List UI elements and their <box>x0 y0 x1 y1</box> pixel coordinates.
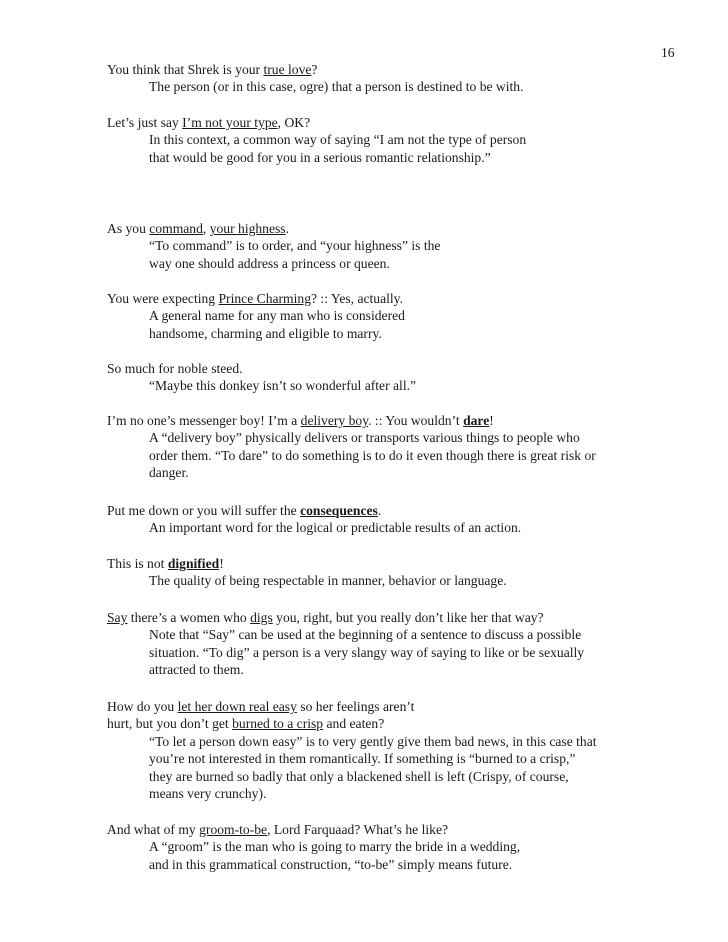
definition-line: handsome, charming and eligible to marry. <box>149 325 382 341</box>
phrase-line: How do you let her down real easy so her feelings aren’t <box>107 699 415 714</box>
entry-groom-to-be <box>107 821 707 873</box>
phrase-line: hurt, but you don’t get burned to a crisp and eaten? <box>107 716 385 732</box>
definition-line: “To let a person down easy” is to very gently give them bad news, in this case that <box>149 733 597 749</box>
key-term: consequences <box>300 503 378 518</box>
definition-line: danger. <box>149 465 189 481</box>
definition-line: An important word for the logical or predictable results of an action. <box>149 520 522 536</box>
definition-line: “To command” is to order, and “your highness” is the <box>149 238 441 254</box>
key-term: burned to a crisp <box>232 716 324 732</box>
key-term: your highness <box>209 221 286 236</box>
entry-true-love <box>107 61 707 96</box>
key-term: delivery boy <box>300 413 369 428</box>
phrase-line: So much for noble steed. <box>107 361 243 376</box>
definition-line: that would be good for you in a serious romantic relationship.” <box>149 149 491 165</box>
definition-line: A “groom” is the man who is going to marry the bride in a wedding, <box>149 839 521 855</box>
key-term: dignified <box>167 556 220 571</box>
key-term: Say <box>107 610 128 625</box>
definition-line: they are burned so badly that only a blackened shell is left (Crispy, of course, <box>149 768 569 784</box>
phrase-line: As you command, your highness. <box>107 221 290 236</box>
phrase-line: Say there’s a women who digs you, right, but you really don’t like her that way? <box>107 610 544 625</box>
phrase-line: And what of my groom-to-be, Lord Farquaad? What’s he like? <box>107 822 449 837</box>
definition-line: you’re not interested in them romantically. If something is “burned to a crisp,” <box>149 751 576 767</box>
entry-let-down-easy <box>107 698 707 802</box>
definition-line: and in this grammatical construction, “to-be” simply means future. <box>149 856 513 872</box>
definition-line: In this context, a common way of saying “I am not the type of person <box>149 132 527 148</box>
phrase-line: You think that Shrek is your true love? <box>107 62 318 77</box>
key-term: I’m not your type <box>182 115 278 130</box>
definition-line: Note that “Say” can be used at the beginning of a sentence to discuss a possible <box>149 627 582 643</box>
definition-line: A “delivery boy” physically delivers or transports various things to people who <box>149 430 580 446</box>
entry-not-your-type <box>107 114 707 166</box>
entry-delivery-boy <box>107 412 707 482</box>
key-term: dare <box>463 413 490 428</box>
entry-prince-charming <box>107 290 707 342</box>
phrase-line: You were expecting Prince Charming? :: Yes, actually. <box>107 291 403 306</box>
key-term: groom-to-be <box>199 822 268 837</box>
definition-line: “Maybe this donkey isn’t so wonderful after all.” <box>149 378 417 394</box>
entry-dignified <box>107 555 707 590</box>
key-term: digs <box>250 610 273 625</box>
key-term: command <box>149 221 203 236</box>
definition-line: The person (or in this case, ogre) that a person is destined to be with. <box>149 79 524 95</box>
entry-consequences <box>107 502 707 537</box>
definition-line: order them. “To dare” to do something is to do it even though there is great risk or <box>149 447 596 463</box>
definition-line: way one should address a princess or queen. <box>149 255 390 271</box>
phrase-line: Put me down or you will suffer the consequences. <box>107 503 382 518</box>
definition-line: situation. “To dig” a person is a very slangy way of saying to like or be sexually <box>149 644 585 660</box>
phrase-line: Let’s just say I’m not your type, OK? <box>107 115 311 130</box>
entry-say-digs <box>107 609 707 679</box>
phrase-line: This is not dignified! <box>107 556 224 571</box>
key-term: Prince Charming <box>218 291 311 306</box>
key-term: true love <box>263 62 312 77</box>
page-number: 16 <box>661 45 675 60</box>
definition-line: attracted to them. <box>149 662 244 678</box>
key-term: let her down real easy <box>177 699 297 714</box>
entry-command-highness <box>107 220 707 272</box>
definition-line: A general name for any man who is considered <box>149 308 405 324</box>
entry-noble-steed <box>107 360 707 395</box>
definition-line: means very crunchy). <box>149 786 267 802</box>
definition-line: The quality of being respectable in manner, behavior or language. <box>149 573 507 589</box>
phrase-line: I’m no one’s messenger boy! I’m a delivery boy. :: You wouldn’t dare! <box>107 413 494 428</box>
